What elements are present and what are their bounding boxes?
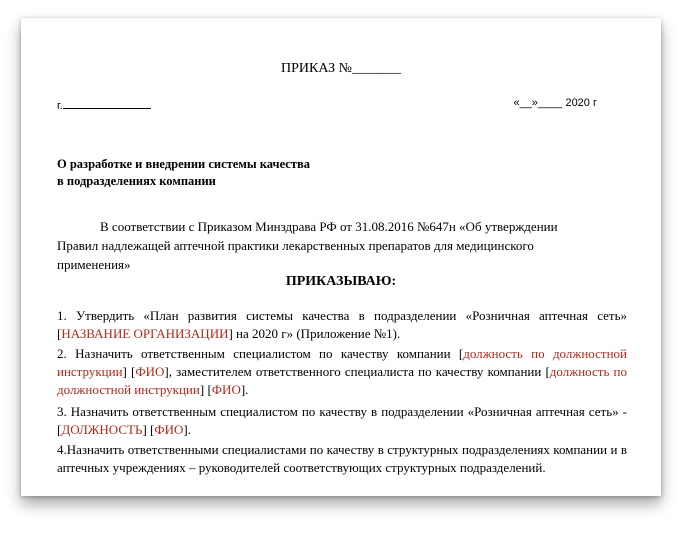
city-field [57, 97, 151, 112]
item1-text-b: ] на 2020 г» (Приложение №1). [228, 326, 401, 341]
order-heading: ПРИКАЗЫВАЮ: [285, 274, 397, 289]
placeholder-deputy-position: должность по должностной инструкции [57, 364, 627, 397]
item2-text-a: 2. Назначить ответственным специалистом по качеству компании [ [57, 346, 464, 361]
intro-line-1: В соответствии с Приказом Минздрава РФ от 31.08.2016 №647н «Об утверждении [100, 219, 558, 234]
item2-text-d: ] [ [199, 382, 212, 397]
subject-line-1: О разработке и внедрении системы качества [57, 157, 310, 171]
placeholder-job-title: ДОЛЖНОСТЬ [61, 422, 143, 437]
item3-text-c: ]. [183, 422, 191, 437]
item2-text-b: ] [ [122, 364, 136, 379]
intro-line-3: применения» [57, 257, 131, 272]
item2-text-e: ]. [240, 382, 249, 397]
document-page [21, 18, 661, 496]
placeholder-fio: ФИО [135, 364, 165, 379]
order-item-2 [57, 345, 627, 399]
subject-line-2: в подразделениях компании [57, 174, 216, 188]
intro-paragraph [57, 217, 627, 274]
placeholder-position: должность по должностной инструкции [57, 346, 627, 379]
item2-text-c: ], заместителем ответственного специалиста по качеству компании [ [164, 364, 550, 379]
placeholder-organization-name: НАЗВАНИЕ ОРГАНИЗАЦИИ [61, 326, 229, 341]
order-item-3 [57, 403, 627, 439]
order-item-4: 4.Назначить ответственными специалистами по качеству в структурных подразделениях компании и в аптечных учреждениях – руководителей соответствующих структурных подразделений. [57, 442, 627, 475]
placeholder-fio: ФИО [154, 422, 184, 437]
order-title-label: ПРИКАЗ № [281, 61, 352, 76]
city-blank-line [63, 97, 151, 109]
item3-text-a: 3. Назначить ответственным специалистом по качеству в подразделении «Розничная аптечная сеть» - [ [57, 404, 627, 437]
order-subject [57, 156, 310, 190]
item1-text-a: 1. Утвердить «План развития системы качества в подразделении «Розничная аптечная сеть» [ [57, 308, 627, 341]
order-title [21, 61, 661, 77]
date-field: «__»____ 2020 г [513, 97, 597, 109]
placeholder-deputy-fio: ФИО [211, 382, 241, 397]
city-label: г. [57, 100, 63, 112]
item3-text-b: ] [ [142, 422, 155, 437]
intro-line-2: Правил надлежащей аптечной практики лекарственных препаратов для медицинского [57, 238, 534, 253]
order-item-1 [57, 307, 627, 343]
order-number-blank: _______ [351, 61, 401, 76]
